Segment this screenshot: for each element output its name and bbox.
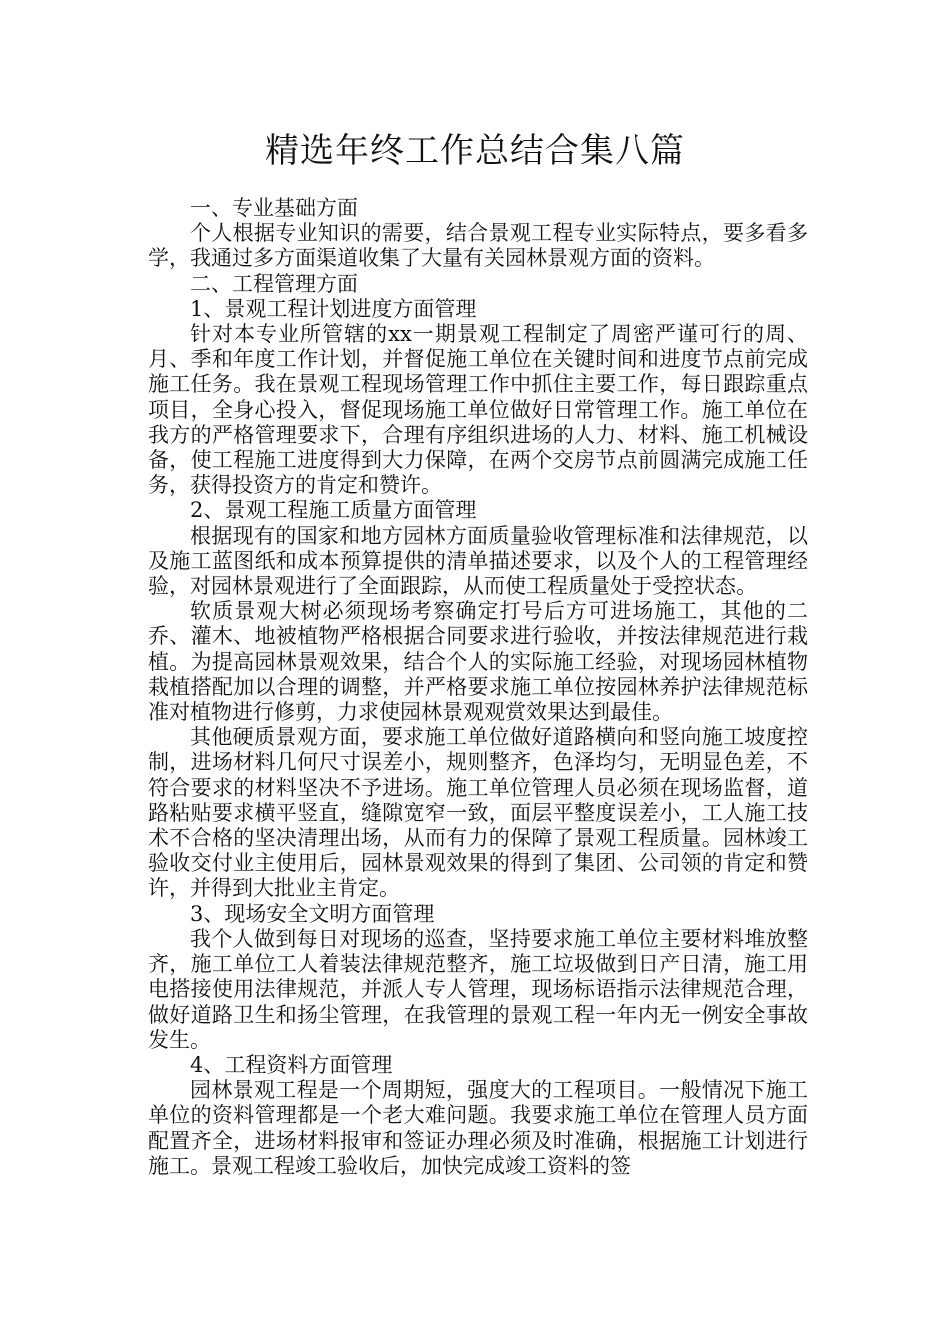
section-heading-2: 二、工程管理方面 [190,271,358,296]
paragraph: 个人根据专业知识的需要，结合景观工程专业实际特点，要多看多学，我通过多方面渠道收集了大量有关园林景观方面的资料。 [148,221,808,271]
section-heading-1: 一、专业基础方面 [190,196,358,220]
subsection-heading-2: 2、景观工程施工质量方面管理 [190,498,477,523]
paragraph: 根据现有的国家和地方园林方面质量验收管理标准和法律规范，以及施工蓝图纸和成本预算提供的清单描述要求，以及个人的工程管理经验，对园林景观进行了全面跟踪，从而使工程质量处于受控状态。 [148,523,808,599]
document-title: 精选年终工作总结合集八篇 [265,131,685,171]
subsection-heading-1: 1、景观工程计划进度方面管理 [190,296,477,321]
subsection-heading-4: 4、工程资料方面管理 [190,1052,393,1077]
paragraph: 我个人做到每日对现场的巡查，坚持要求施工单位主要材料堆放整齐，施工单位工人着装法律规范整齐，施工垃圾做到日产日清，施工用电搭接使用法律规范，并派人专人管理，现场标语指示法律规范合理，做好道路卫生和扬尘管理，在我管理的景观工程一年内无一例安全事故发生。 [148,926,808,1052]
subsection-heading-3: 3、现场安全文明方面管理 [190,901,435,926]
paragraph: 园林景观工程是一个周期短，强度大的工程项目。一般情况下施工单位的资料管理都是一个老大难问题。我要求施工单位在管理人员方面配置齐全，进场材料报审和签证办理必须及时准确，根据施工计划进行施工。景观工程竣工验收后，加快完成竣工资料的签 [148,1078,808,1178]
document-body [148,196,808,1179]
paragraph: 针对本专业所管辖的xx一期景观工程制定了周密严谨可行的周、月、季和年度工作计划，并督促施工单位在关键时间和进度节点前完成施工任务。我在景观工程现场管理工作中抓住主要工作，每日跟踪重点项目，全身心投入，督促现场施工单位做好日常管理工作。施工单位在我方的严格管理要求下，合理有序组织进场的人力、材料、施工机械设备，使工程施工进度得到大力保障，在两个交房节点前圆满完成施工任务，获得投资方的肯定和赞许。 [148,322,808,498]
paragraph: 其他硬质景观方面，要求施工单位做好道路横向和竖向施工坡度控制，进场材料几何尺寸误差小，规则整齐，色泽均匀，无明显色差，不符合要求的材料坚决不予进场。施工单位管理人员必须在现场监督，道路粘贴要求横平竖直，缝隙宽窄一致，面层平整度误差小，工人施工技术不合格的坚决清理出场，从而有力的保障了景观工程质量。园林竣工验收交付业主使用后，园林景观效果的得到了集团、公司领的肯定和赞许，并得到大批业主肯定。 [148,725,808,901]
paragraph: 软质景观大树必须现场考察确定打号后方可进场施工，其他的二乔、灌木、地被植物严格根据合同要求进行验收，并按法律规范进行栽植。为提高园林景观效果，结合个人的实际施工经验，对现场园林植物栽植搭配加以合理的调整，并严格要求施工单位按园林养护法律规范标准对植物进行修剪，力求使园林景观观赏效果达到最佳。 [148,599,808,725]
